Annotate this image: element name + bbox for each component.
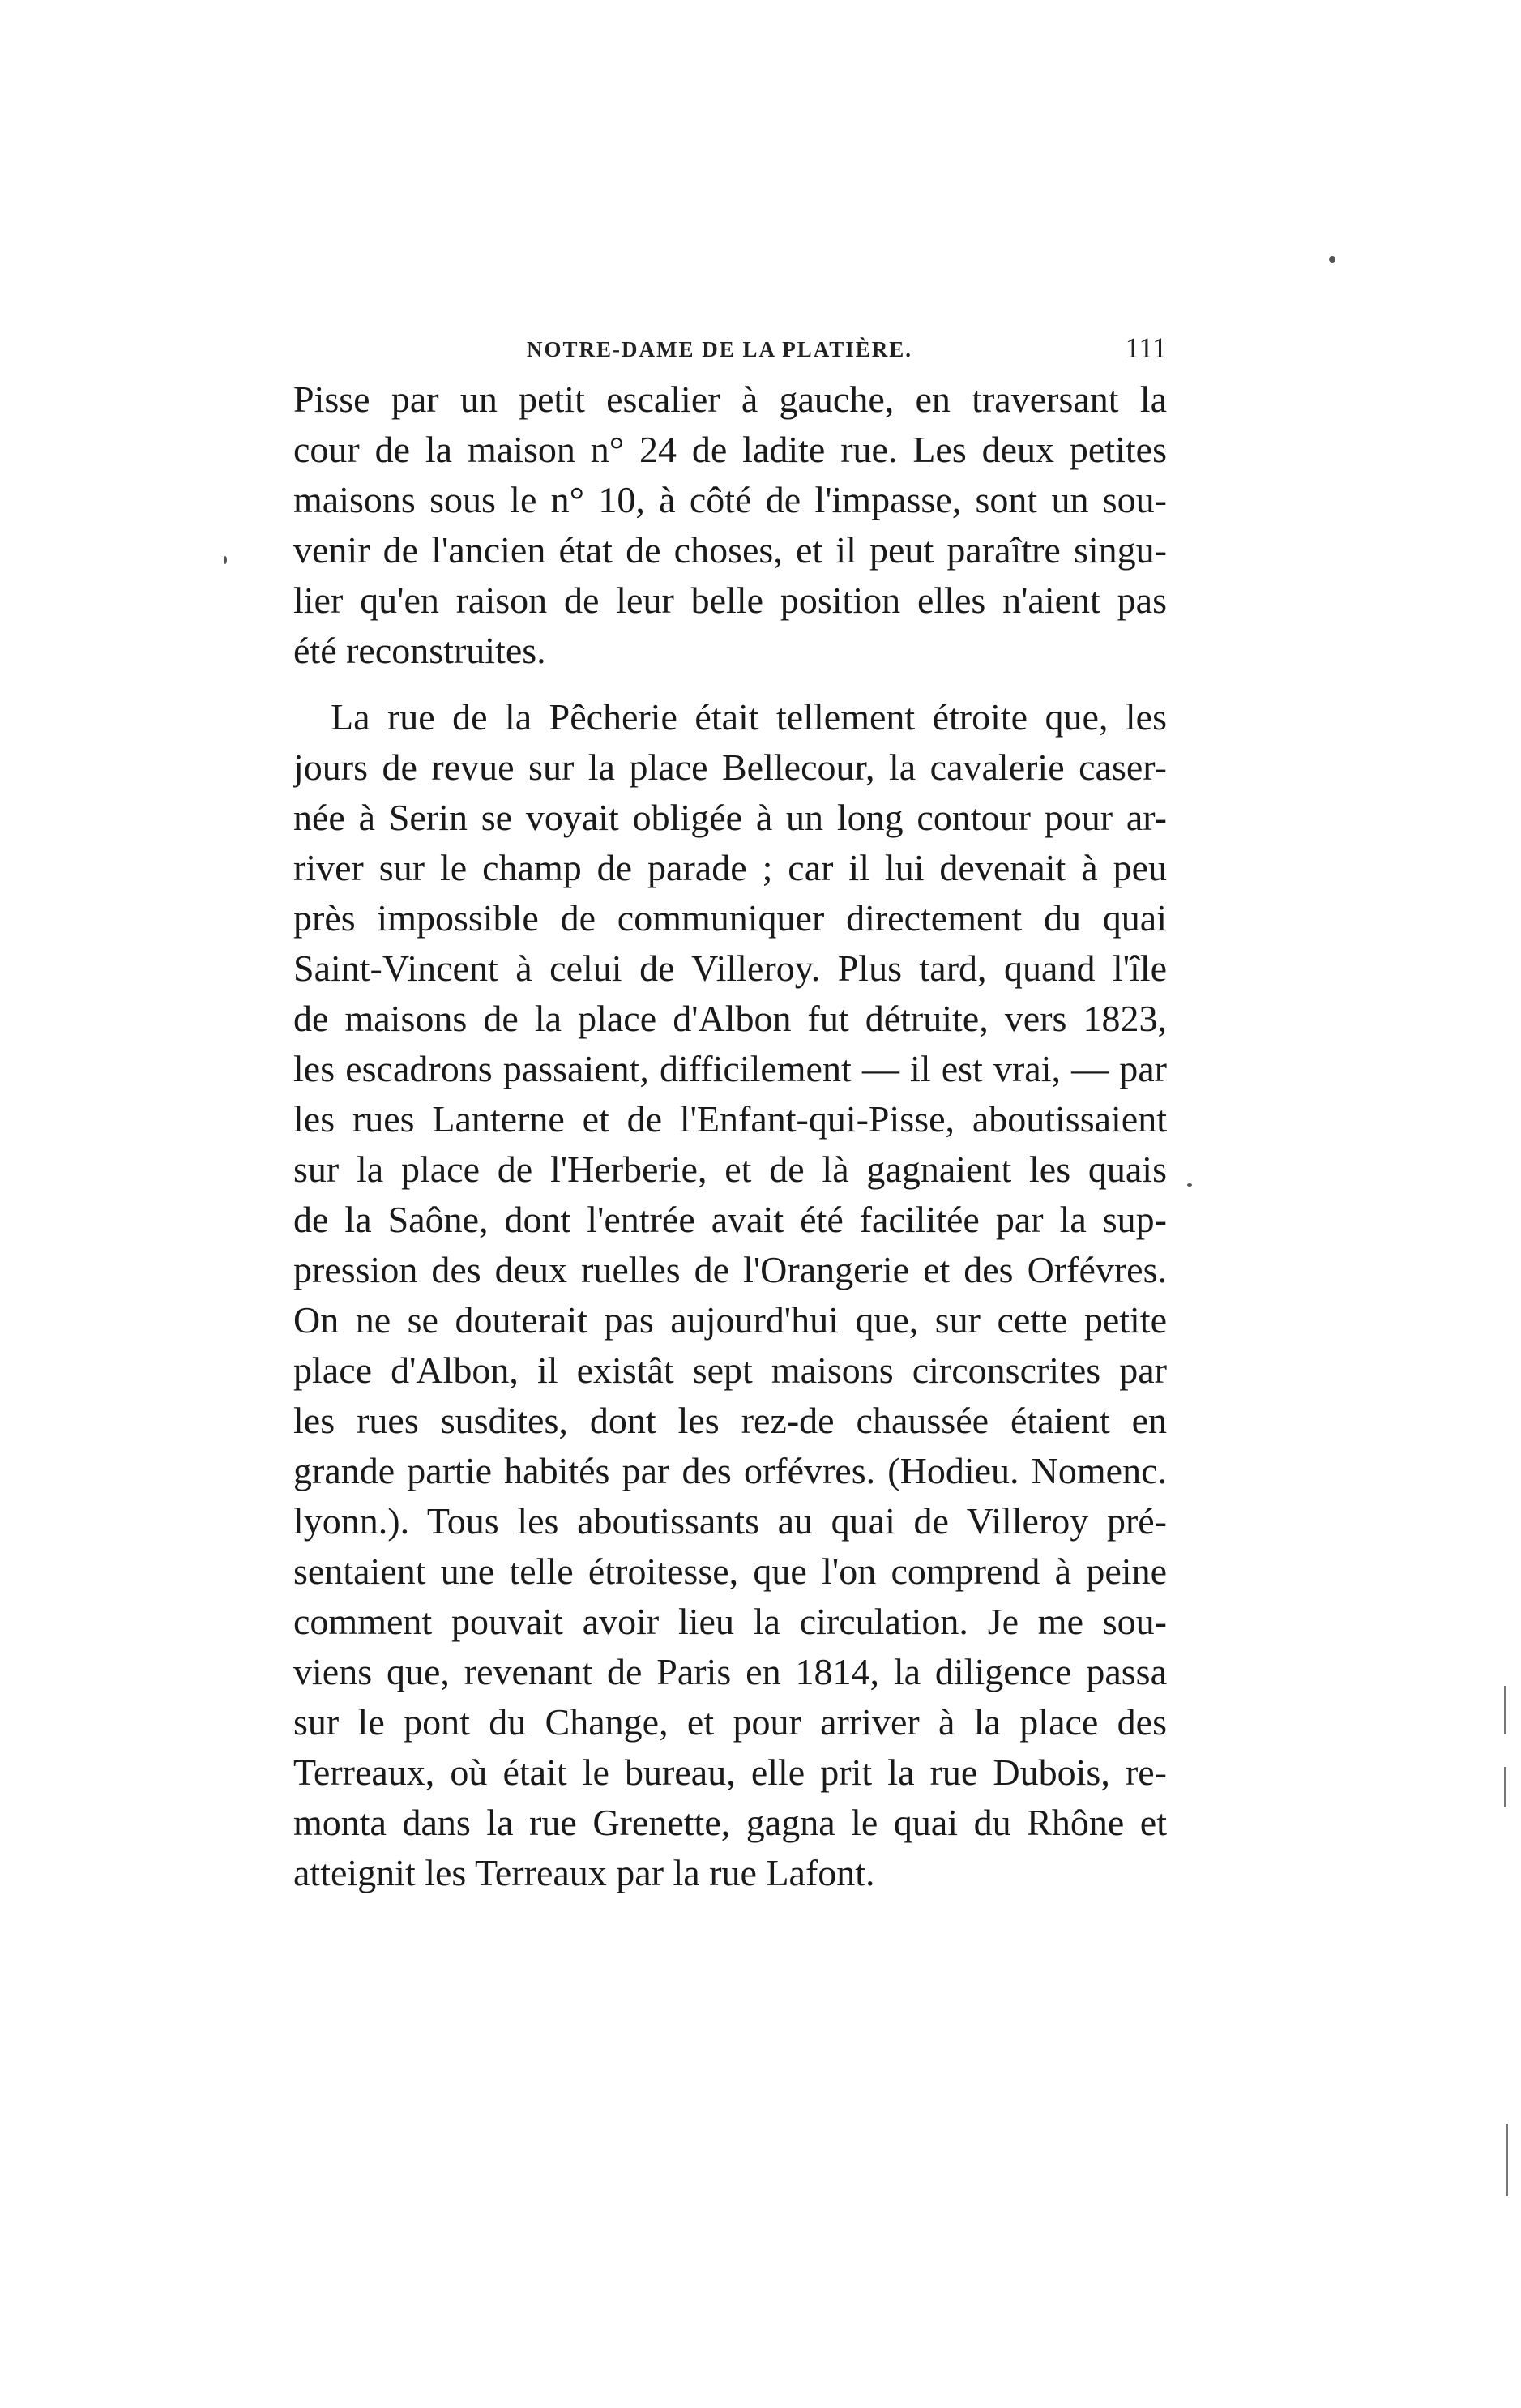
text-line: les rues Lanterne et de l'Enfant-qui-Pisse, aboutissaient [293,1098,1167,1140]
text-line: venir de l'ancien état de choses, et il peut paraître singu- [293,529,1167,571]
scan-speck [224,556,227,564]
text-line: les rues susdites, dont les rez-de chaussée étaient en [293,1400,1167,1441]
text-line: atteignit les Terreaux par la rue Lafont. [293,1852,875,1893]
text-line: sur le pont du Change, et pour arriver à la place des [293,1701,1167,1743]
text-line: On ne se douterait pas aujourd'hui que, sur cette petite [293,1299,1167,1341]
body-text [293,374,1167,1898]
text-line: Terreaux, où était le bureau, elle prit la rue Dubois, re- [293,1751,1167,1793]
text-line: sur la place de l'Herberie, et de là gagnaient les quais [293,1148,1167,1190]
running-title: NOTRE-DAME DE LA PLATIÈRE. [527,337,913,361]
text-line: place d'Albon, il existât sept maisons circonscrites par [293,1349,1167,1391]
paragraph-1 [293,374,1167,676]
text-line: monta dans la rue Grenette, gagna le quai du Rhône et [293,1802,1167,1843]
text-line: river sur le champ de parade ; car il lui devenait à peu [293,847,1167,888]
page-number: 111 [1125,331,1167,364]
text-line: née à Serin se voyait obligée à un long contour pour ar- [293,797,1167,838]
text-line: près impossible de communiquer directement du quai [293,897,1167,939]
text-line: été reconstruites. [293,630,546,671]
scan-speck [1329,256,1335,263]
text-line: maisons sous le n° 10, à côté de l'impasse, sont un sou- [293,479,1167,520]
text-line: de la Saône, dont l'entrée avait été facilitée par la sup- [293,1199,1167,1240]
text-line: grande partie habités par des orfévres. (Hodieu. Nomenc. [293,1450,1167,1491]
text-line: viens que, revenant de Paris en 1814, la diligence passa [293,1651,1167,1692]
paragraph-gap [293,676,1167,692]
text-line: lyonn.). Tous les aboutissants au quai de Villeroy pré- [293,1500,1167,1542]
text-line: de maisons de la place d'Albon fut détruite, vers 1823, [293,998,1167,1039]
scan-edge-mark [1504,1767,1506,1807]
text-line: jours de revue sur la place Bellecour, la cavalerie caser- [293,746,1167,788]
text-line: lier qu'en raison de leur belle position elles n'aient pas [293,580,1167,621]
text-line: cour de la maison n° 24 de ladite rue. Les deux petites [293,429,1167,470]
text-line: sentaient une telle étroitesse, que l'on comprend à peine [293,1550,1167,1592]
text-line: La rue de la Pêcherie était tellement étroite que, les [331,696,1167,738]
text-line: les escadrons passaient, difficilement — il est vrai, — par [293,1048,1167,1089]
paragraph-2 [293,692,1167,1898]
scan-speck [1187,1183,1192,1187]
text-line: pression des deux ruelles de l'Orangerie et des Orfévres. [293,1249,1167,1290]
scan-edge-mark [1504,1686,1506,1734]
text-line: Pisse par un petit escalier à gauche, en traversant la [293,379,1167,420]
scan-edge-mark [1506,2124,1508,2196]
text-line: Saint-Vincent à celui de Villeroy. Plus tard, quand l'île [293,947,1167,989]
running-head [292,331,1167,371]
text-line: comment pouvait avoir lieu la circulation. Je me sou- [293,1601,1167,1642]
